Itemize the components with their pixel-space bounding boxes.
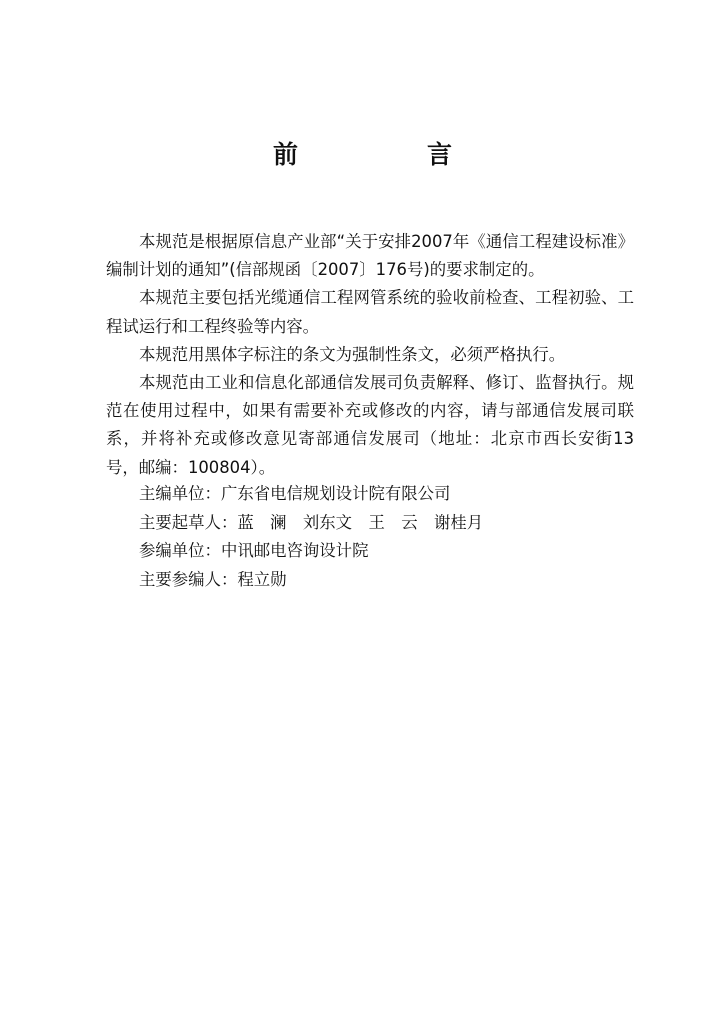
chief-editor-unit: 主编单位：广东省电信规划设计院有限公司 bbox=[139, 484, 451, 503]
participating-unit: 参编单位：中讯邮电咨询设计院 bbox=[139, 541, 369, 561]
credits-block bbox=[139, 480, 634, 594]
paragraph-scope: 本规范主要包括光缆通信工程网管系统的验收前检查、工程初验、工程试运行和工程终验等内容。 bbox=[106, 288, 634, 336]
main-drafters: 主要起草人：蓝 澜 刘东文 王 云 谢桂月 bbox=[139, 512, 484, 532]
preface-body bbox=[106, 228, 634, 482]
participating-editors: 主要参编人：程立勋 bbox=[139, 569, 287, 589]
page-title: 前 言 bbox=[272, 140, 504, 169]
paragraph-basis: 本规范是根据原信息产业部“关于安排2007年《通信工程建设标准》编制计划的通知”(信部规函〔2007〕176号)的要求制定的。 bbox=[106, 232, 634, 280]
paragraph-mandatory: 本规范用黑体字标注的条文为强制性条文，必须严格执行。 bbox=[139, 344, 566, 364]
paragraph-interpretation: 本规范由工业和信息化部通信发展司负责解释、修订、监督执行。规范在使用过程中，如果有需要补充或修改的内容，请与部通信发展司联系，并将补充或修改意见寄部通信发展司（地址：北京市西长安街13号，邮编：100804）。 bbox=[106, 373, 634, 477]
